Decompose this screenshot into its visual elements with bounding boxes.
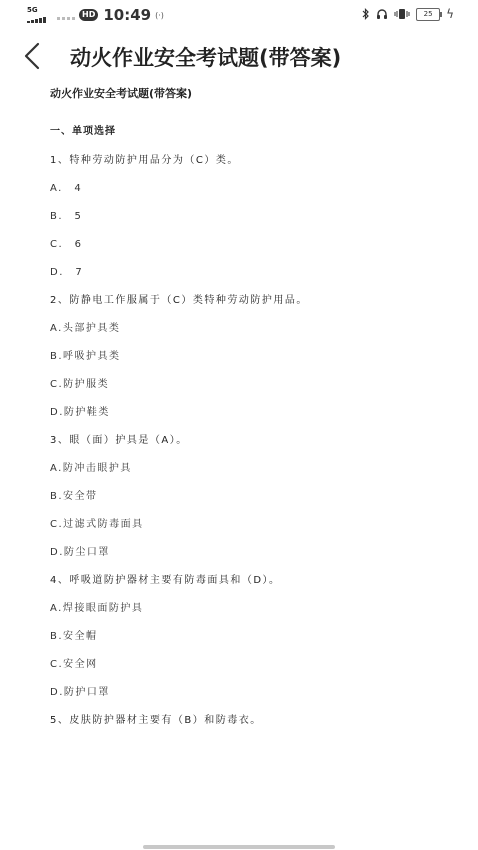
answer-option: C.防护服类	[50, 379, 110, 390]
answer-option: C.安全网	[50, 659, 98, 670]
question-text: 3、眼（面）护具是（A）。	[50, 435, 188, 446]
network-type: 5G	[27, 6, 38, 14]
question-text: 5、皮肤防护器材主要有（B）和防毒衣。	[50, 715, 262, 726]
answer-option: B.安全带	[50, 491, 98, 502]
answer-option: D.防尘口罩	[50, 547, 110, 558]
answer-option: A.头部护具类	[50, 323, 121, 334]
home-indicator[interactable]	[143, 845, 335, 849]
answer-option: B.安全帽	[50, 631, 98, 642]
answer-option: A. 4	[50, 183, 83, 194]
charging-icon: ϟ	[446, 7, 454, 21]
answer-option: B.呼吸护具类	[50, 351, 121, 362]
answer-option: B. 5	[50, 211, 83, 222]
question-text: 2、防静电工作服属于（C）类特种劳动防护用品。	[50, 295, 308, 306]
battery-level: 25	[423, 9, 433, 18]
section-heading: 一、单项选择	[50, 126, 116, 137]
cellular-signal-icon	[27, 7, 53, 23]
nfc-icon: (·)	[155, 10, 164, 20]
bluetooth-icon	[362, 8, 370, 20]
hd-voice-badge: HD	[79, 9, 98, 21]
answer-option: A.防冲击眼护具	[50, 463, 132, 474]
vibrate-icon	[394, 8, 410, 20]
answer-option: D.防护鞋类	[50, 407, 110, 418]
answer-option: D.防护口罩	[50, 687, 110, 698]
document-title: 动火作业安全考试题(带答案)	[50, 87, 193, 100]
status-bar	[0, 0, 478, 30]
headphones-icon	[376, 8, 388, 20]
answer-option: A.焊接眼面防护具	[50, 603, 144, 614]
back-arrow-icon[interactable]	[20, 40, 46, 72]
page-title: 动火作业安全考试题(带答案)	[70, 46, 342, 70]
question-text: 4、呼吸道防护器材主要有防毒面具和（D）。	[50, 575, 281, 586]
answer-option: D. 7	[50, 267, 84, 278]
battery-icon	[416, 8, 440, 21]
status-time: 10:49	[103, 6, 152, 24]
answer-option: C. 6	[50, 239, 83, 250]
question-text: 1、特种劳动防护用品分为（C）类。	[50, 155, 239, 166]
secondary-signal-icon	[57, 10, 75, 20]
answer-option: C.过滤式防毒面具	[50, 519, 144, 530]
